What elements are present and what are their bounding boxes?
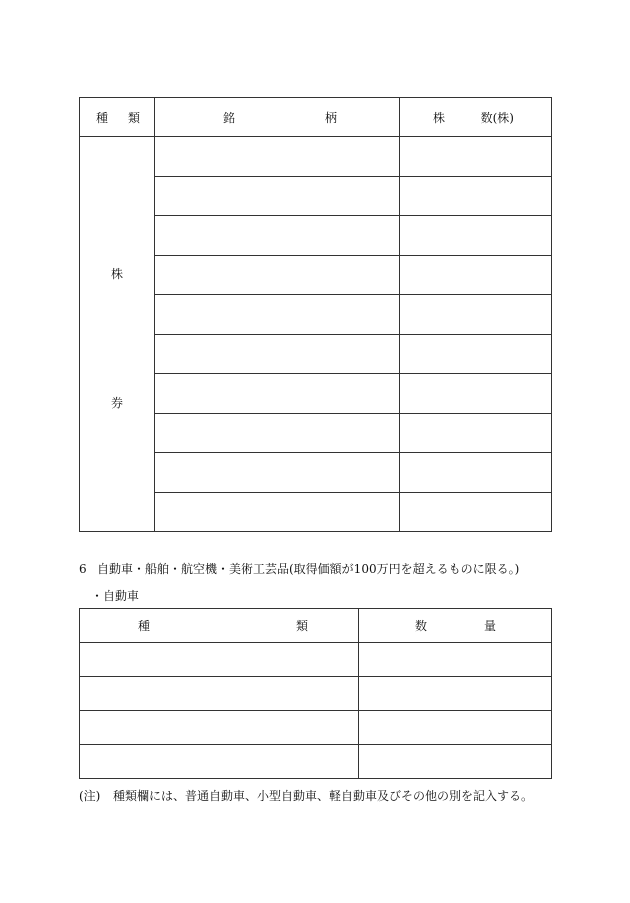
- stock-name-cell[interactable]: [155, 137, 400, 177]
- stock-name-cell[interactable]: [155, 334, 400, 374]
- table-row: [80, 711, 552, 745]
- car-subheading: ・自動車: [91, 589, 140, 603]
- car-type-cell[interactable]: [80, 711, 359, 745]
- car-quantity-cell[interactable]: [359, 711, 552, 745]
- stock-name-cell[interactable]: [155, 295, 400, 335]
- table-row: [80, 643, 552, 677]
- header-type: [80, 98, 155, 137]
- stock-count-cell[interactable]: [400, 492, 552, 532]
- header-quantity: [359, 609, 552, 643]
- stock-name-cell[interactable]: [155, 255, 400, 295]
- stock-count-cell[interactable]: [400, 374, 552, 414]
- section-heading: [79, 560, 519, 577]
- note-tag: (注): [79, 789, 101, 803]
- stock-count-cell[interactable]: [400, 334, 552, 374]
- header-name: [155, 98, 400, 137]
- stock-count-cell[interactable]: [400, 295, 552, 335]
- header-count-char-1: 株: [433, 110, 446, 125]
- stock-name-cell[interactable]: [155, 216, 400, 256]
- table-row: [80, 745, 552, 779]
- footnote: [79, 787, 533, 804]
- car-type-cell[interactable]: [80, 643, 359, 677]
- car-quantity-cell[interactable]: [359, 745, 552, 779]
- header-car-type-char-1: 種: [138, 619, 151, 633]
- stock-table-header: [80, 98, 552, 137]
- car-type-cell[interactable]: [80, 745, 359, 779]
- header-count-char-2: 数(株): [480, 110, 514, 125]
- stock-count-cell[interactable]: [400, 176, 552, 216]
- header-quantity-char-1: 数: [415, 619, 428, 633]
- header-type-char-1: 種: [96, 110, 109, 125]
- table-row: [80, 677, 552, 711]
- header-name-char-2: 柄: [324, 110, 337, 125]
- table-row: [80, 137, 552, 177]
- header-quantity-char-2: 量: [483, 619, 496, 633]
- stock-type-cell: [80, 137, 155, 532]
- stock-name-cell[interactable]: [155, 492, 400, 532]
- car-table-header: [80, 609, 552, 643]
- header-car-type-char-2: 類: [295, 619, 308, 633]
- stock-name-cell[interactable]: [155, 413, 400, 453]
- header-car-type: [80, 609, 359, 643]
- stock-count-cell[interactable]: [400, 137, 552, 177]
- section-title: 自動車・船舶・航空機・美術工芸品(取得価額が100万円を超えるものに限る。): [97, 562, 520, 576]
- car-table: [79, 608, 552, 779]
- stock-count-cell[interactable]: [400, 413, 552, 453]
- header-type-char-2: 類: [127, 110, 140, 125]
- header-count: [400, 98, 552, 137]
- stock-count-cell[interactable]: [400, 216, 552, 256]
- car-quantity-cell[interactable]: [359, 643, 552, 677]
- stock-name-cell[interactable]: [155, 453, 400, 493]
- section-number: 6: [79, 562, 87, 576]
- stock-type-char-1: 株: [110, 267, 123, 281]
- stock-table: [79, 97, 552, 532]
- stock-name-cell[interactable]: [155, 374, 400, 414]
- stock-name-cell[interactable]: [155, 176, 400, 216]
- stock-type-char-2: 券: [110, 396, 123, 410]
- note-text: 種類欄には、普通自動車、小型自動車、軽自動車及びその他の別を記入する。: [113, 789, 534, 803]
- car-type-cell[interactable]: [80, 677, 359, 711]
- header-name-char-1: 銘: [223, 110, 236, 125]
- car-quantity-cell[interactable]: [359, 677, 552, 711]
- stock-count-cell[interactable]: [400, 255, 552, 295]
- stock-count-cell[interactable]: [400, 453, 552, 493]
